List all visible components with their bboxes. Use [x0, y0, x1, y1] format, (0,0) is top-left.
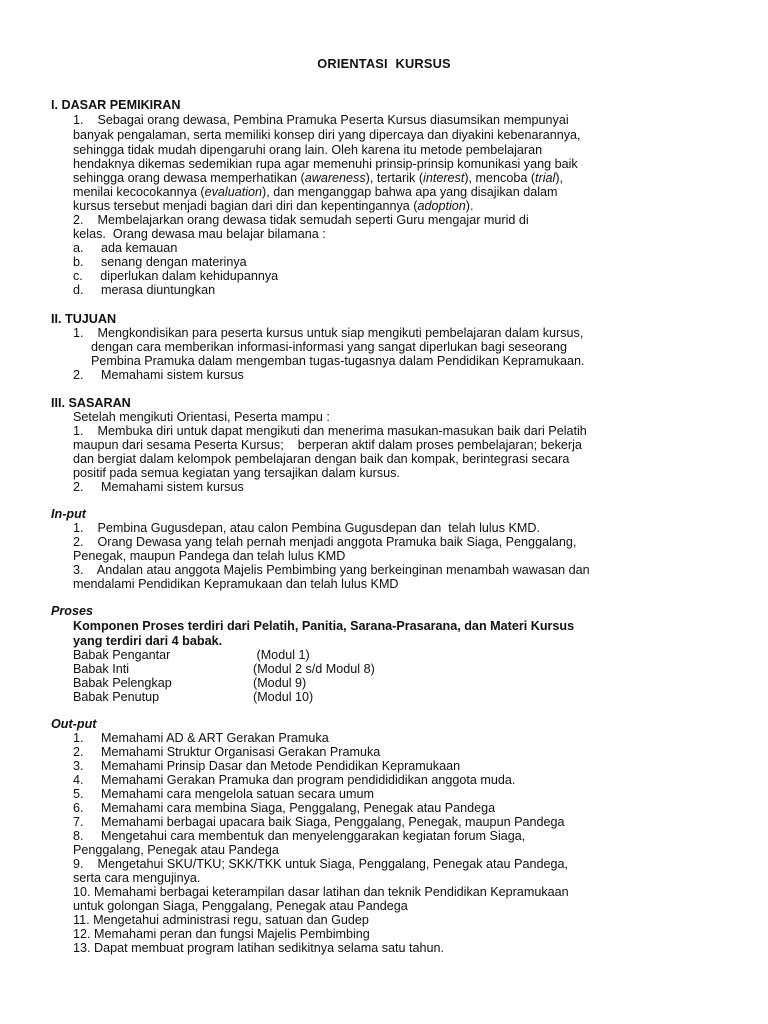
babak-row [73, 662, 673, 677]
paragraph-line: Setelah mengikuti Orientasi, Peserta mampu : [73, 410, 330, 424]
babak-modul: (Modul 10) [253, 690, 314, 704]
paragraph-line: 1. Pembina Gugusdepan, atau calon Pembina Gugusdepan dan telah lulus KMD. [73, 521, 540, 535]
section-heading-dasar: I. DASAR PEMIKIRAN [51, 98, 181, 112]
paragraph-line: kelas. Orang dewasa mau belajar bilamana : [73, 227, 326, 241]
paragraph-line: dan bergiat dalam kelompok pembelajaran dengan baik dan kompak, berintegrasi secara [73, 452, 570, 466]
babak-name: Babak Pengantar [73, 648, 171, 662]
babak-name: Babak Pelengkap [73, 676, 172, 690]
list-item: 5. Memahami cara mengelola satuan secara umum [73, 787, 374, 801]
paragraph-line: Penegak, maupun Pandega dan telah lulus KMD [73, 549, 346, 563]
babak-modul: (Modul 9) [253, 676, 307, 690]
paragraph-line: 3. Andalan atau anggota Majelis Pembimbing yang berkeinginan menambah wawasan dan [73, 563, 590, 577]
paragraph-line: yang terdiri dari 4 babak. [73, 634, 223, 648]
document-title: ORIENTASI KURSUS [317, 56, 451, 71]
babak-row [73, 648, 673, 663]
paragraph-line: kursus tersebut menjadi bagian dari diri dan kepentingannya (adoption). [73, 199, 474, 213]
section-heading-input: In-put [51, 507, 86, 521]
paragraph-line: sehingga tidak mudah dipengaruhi orang lain. Oleh karena itu metode pembelajaran [73, 143, 543, 157]
paragraph-line: Pembina Pramuka dalam mengemban tugas-tugasnya dalam Pendidikan Kepramukaan. [91, 354, 585, 368]
section-heading-tujuan: II. TUJUAN [51, 312, 117, 326]
list-item: 1. Memahami AD & ART Gerakan Pramuka [73, 731, 329, 745]
section-heading-sasaran: III. SASARAN [51, 396, 131, 410]
list-item: 8. Mengetahui cara membentuk dan menyelenggarakan kegiatan forum Siaga, [73, 829, 526, 843]
babak-name: Babak Inti [73, 662, 130, 676]
section-heading-proses: Proses [51, 604, 94, 618]
paragraph-line: Komponen Proses terdiri dari Pelatih, Panitia, Sarana-Prasarana, dan Materi Kursus [73, 619, 575, 633]
list-item: untuk golongan Siaga, Penggalang, Penegak atau Pandega [73, 899, 408, 913]
paragraph-line: 2. Memahami sistem kursus [73, 480, 244, 494]
list-item: 12. Memahami peran dan fungsi Majelis Pembimbing [73, 927, 370, 941]
babak-row [73, 676, 673, 691]
paragraph-line: hendaknya dikemas sedemikian rupa agar memenuhi prinsip-prinsip komunikasi yang baik [73, 157, 578, 171]
paragraph-line: mendalami Pendidikan Kepramukaan dan telah lulus KMD [73, 577, 399, 591]
paragraph-line: sehingga orang dewasa memperhatikan (awareness), tertarik (interest), mencoba (trial), [73, 171, 564, 185]
list-item: 2. Memahami Struktur Organisasi Gerakan Pramuka [73, 745, 381, 759]
list-item: 13. Dapat membuat program latihan sedikitnya selama satu tahun. [73, 941, 445, 955]
paragraph-line: 1. Membuka diri untuk dapat mengikuti dan menerima masukan-masukan baik dari Pelatih [73, 424, 587, 438]
list-item: 10. Memahami berbagai keterampilan dasar latihan dan teknik Pendidikan Kepramukaan [73, 885, 569, 899]
paragraph-line: positif pada semua kegiatan yang tersajikan dalam kursus. [73, 466, 400, 480]
paragraph-line: banyak pengalaman, serta memiliki konsep diri yang dipercaya dan diyakini kebenarannya, [73, 128, 581, 142]
list-item: 6. Memahami cara membina Siaga, Penggalang, Penegak atau Pandega [73, 801, 496, 815]
babak-modul: (Modul 1) [253, 648, 310, 662]
babak-row [73, 690, 673, 705]
list-item: 4. Memahami Gerakan Pramuka dan program pendidididikan anggota muda. [73, 773, 516, 787]
list-item: d. merasa diuntungkan [73, 283, 216, 297]
list-item: 9. Mengetahui SKU/TKU; SKK/TKK untuk Siaga, Penggalang, Penegak atau Pandega, [73, 857, 568, 871]
list-item: Penggalang, Penegak atau Pandega [73, 843, 279, 857]
paragraph-line: 2. Orang Dewasa yang telah pernah menjadi anggota Pramuka baik Siaga, Penggalang, [73, 535, 577, 549]
paragraph-line: 2. Membelajarkan orang dewasa tidak semudah seperti Guru mengajar murid di [73, 213, 529, 227]
section-heading-output: Out-put [51, 717, 97, 731]
list-item: a. ada kemauan [73, 241, 178, 255]
babak-modul: (Modul 2 s/d Modul 8) [253, 662, 375, 676]
list-item: 3. Memahami Prinsip Dasar dan Metode Pendidikan Kepramukaan [73, 759, 461, 773]
list-item: 11. Mengetahui administrasi regu, satuan dan Gudep [73, 913, 369, 927]
babak-name: Babak Penutup [73, 690, 160, 704]
paragraph-line: 1. Sebagai orang dewasa, Pembina Pramuka Peserta Kursus diasumsikan mempunyai [73, 113, 569, 127]
list-item: c. diperlukan dalam kehidupannya [73, 269, 279, 283]
paragraph-line: maupun dari sesama Peserta Kursus; berperan aktif dalam proses pembelajaran; bekerja [73, 438, 582, 452]
paragraph-line: 1. Mengkondisikan para peserta kursus untuk siap mengikuti pembelajaran dalam kursus, [73, 326, 584, 340]
paragraph-line: 2. Memahami sistem kursus [73, 368, 244, 382]
list-item: 7. Memahami berbagai upacara baik Siaga, Penggalang, Penegak, maupun Pandega [73, 815, 565, 829]
list-item: serta cara mengujinya. [73, 871, 201, 885]
paragraph-line: dengan cara memberikan informasi-informasi yang sangat diperlukan bagi seseorang [91, 340, 568, 354]
paragraph-line: menilai kecocokannya (evaluation), dan menganggap bahwa apa yang disajikan dalam [73, 185, 558, 199]
list-item: b. senang dengan materinya [73, 255, 247, 269]
